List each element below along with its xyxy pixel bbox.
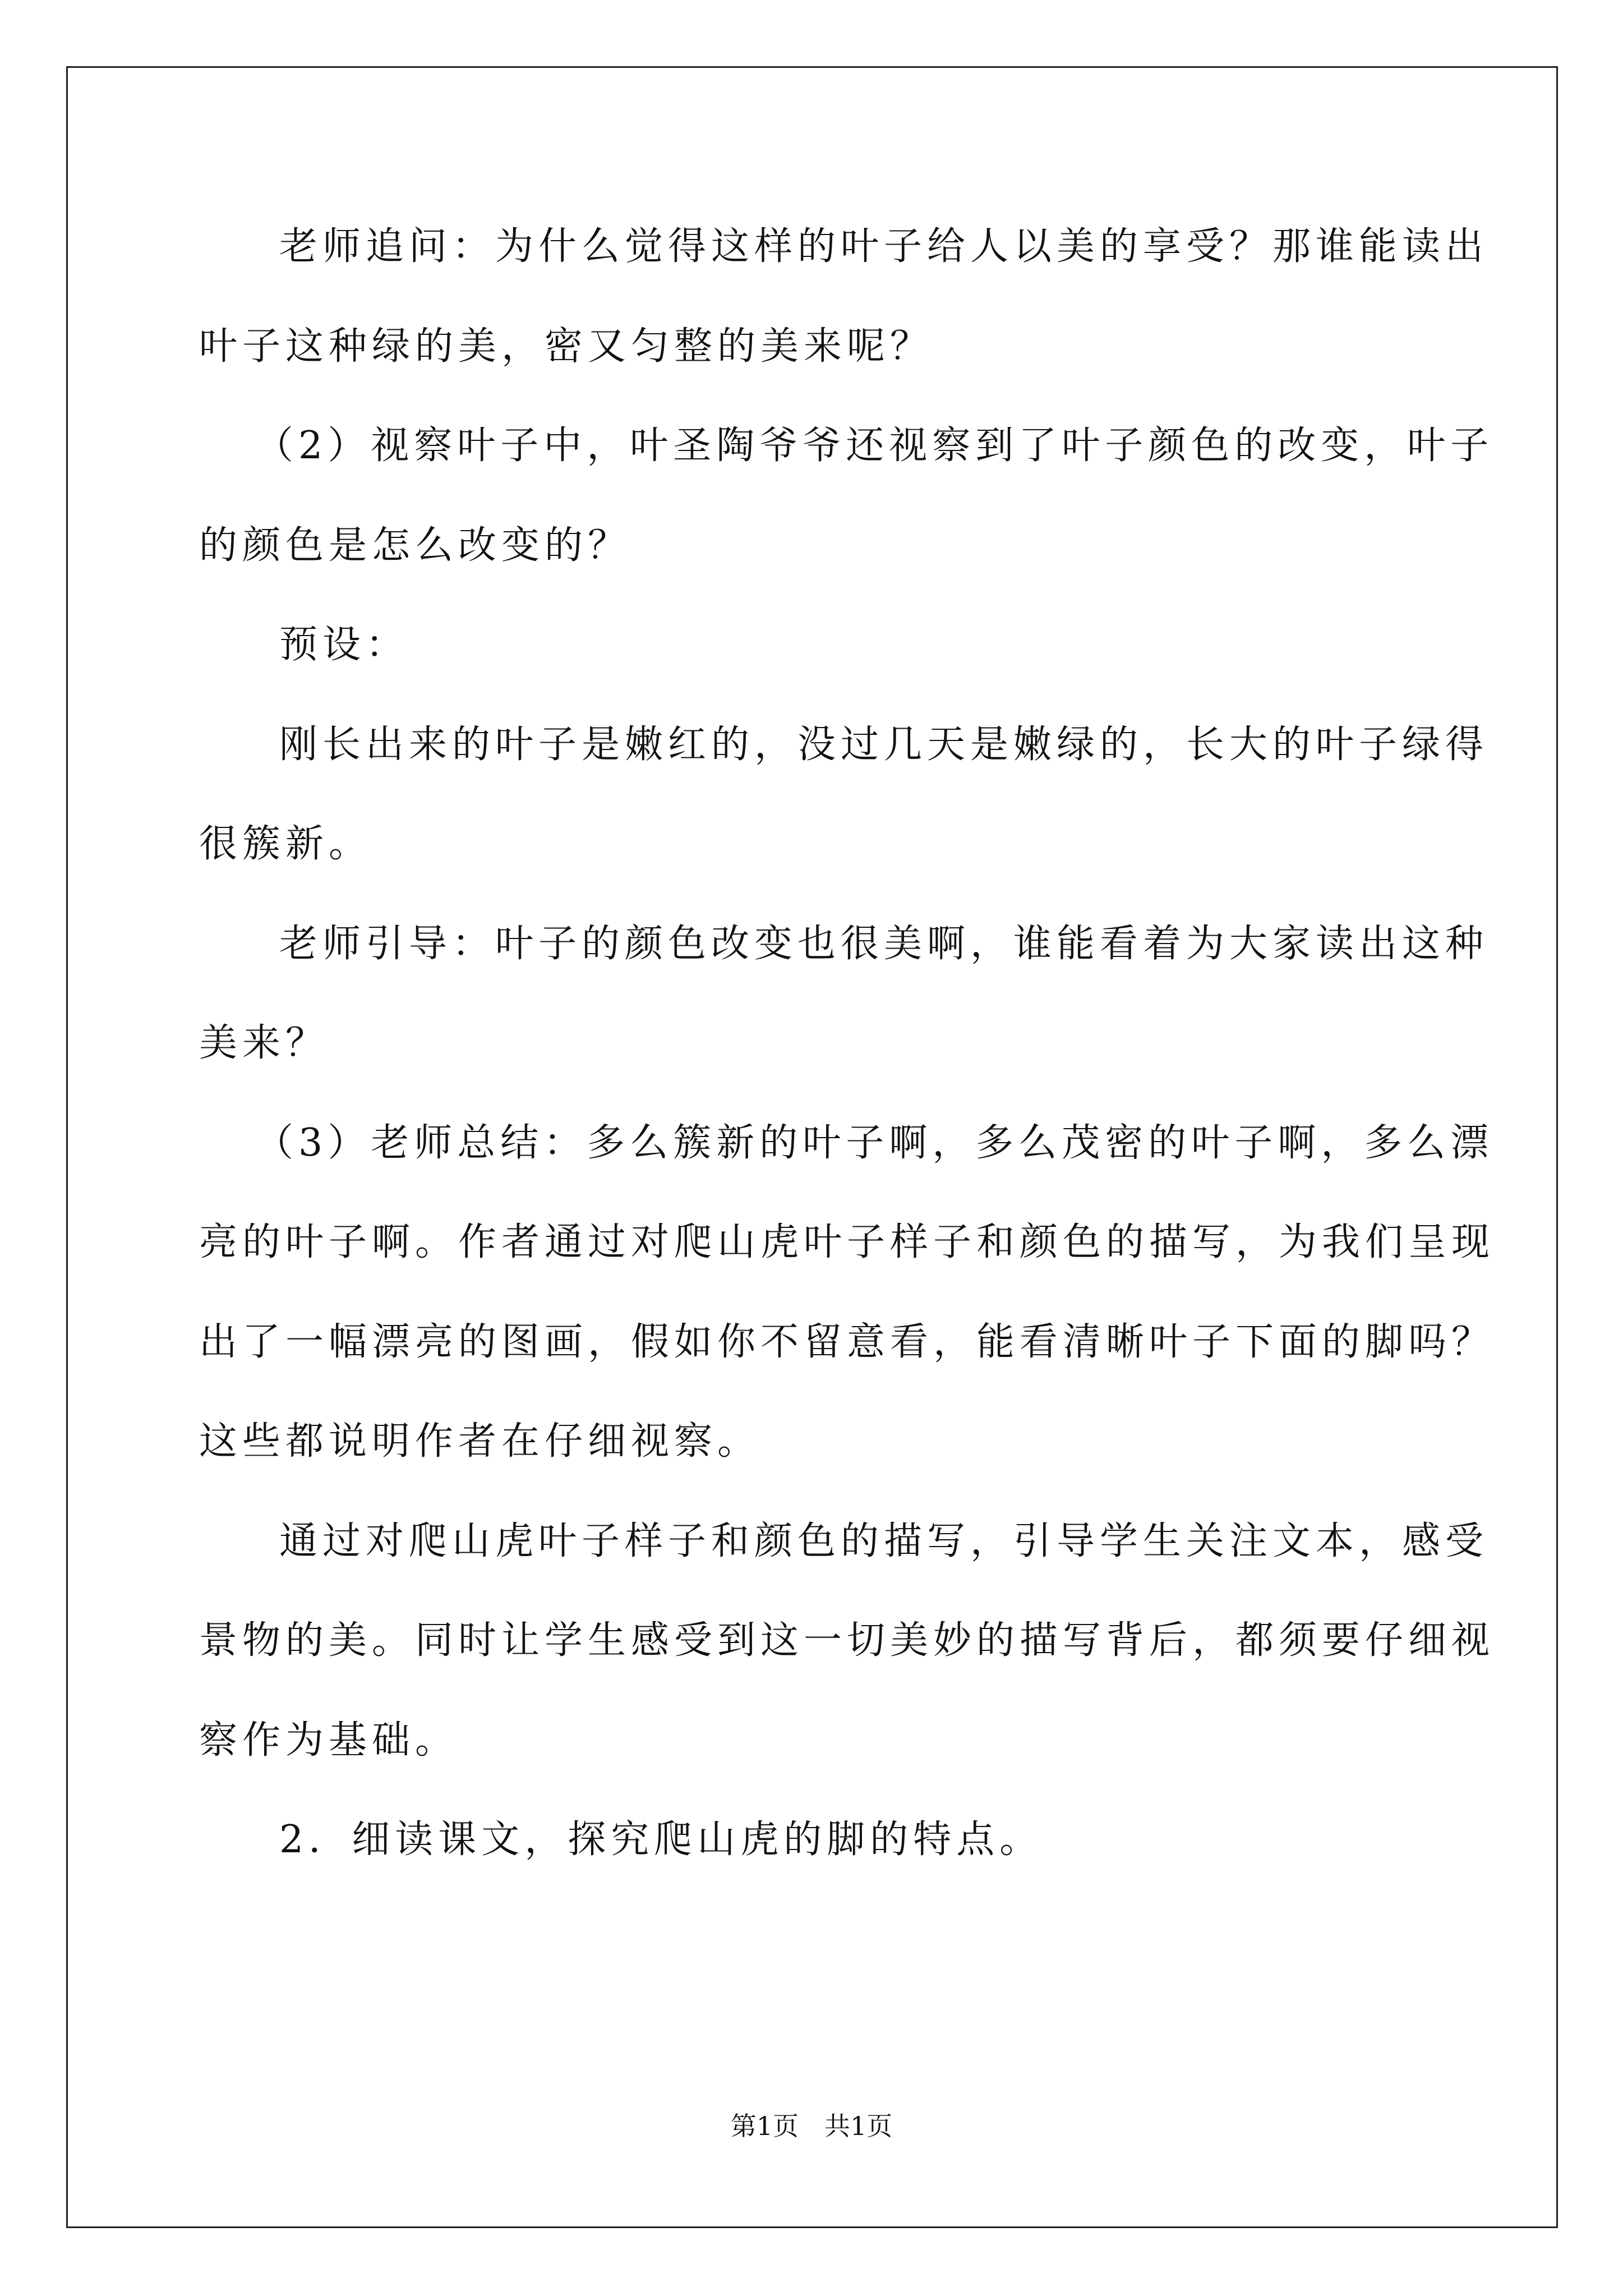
paragraph-line: 美来？ [199,1021,329,1065]
paragraph-line: 叶子这种绿的美，密又匀整的美来呢？ [199,324,934,369]
paragraph-line: 景物的美。同时让学生感受到这一切美妙的描写背后，都须要仔细视 [199,1618,1495,1663]
page-number-footer: 第1页 共1页 [730,2111,893,2141]
paragraph-line: 老师追问：为什么觉得这样的叶子给人以美的享受？那谁能读出 [279,224,1489,269]
paragraph-line: （2）视察叶子中，叶圣陶爷爷还视察到了叶子颜色的改变，叶子 [255,424,1494,468]
paragraph-line: （3）老师总结：多么簇新的叶子啊，多么茂密的叶子啊，多么漂 [255,1121,1494,1165]
paragraph-line: 很簇新。 [199,822,372,866]
paragraph-line: 2．细读课文，探究爬山虎的脚的特点。 [279,1818,1043,1862]
paragraph-line: 刚长出来的叶子是嫩红的，没过几天是嫩绿的，长大的叶子绿得 [279,723,1489,767]
paragraph-line: 出了一幅漂亮的图画，假如你不留意看，能看清晰叶子下面的脚吗？ [199,1320,1495,1364]
paragraph-line: 预设： [279,623,409,667]
paragraph-line: 这些都说明作者在仔细视察。 [199,1419,761,1464]
paragraph-line: 的颜色是怎么改变的？ [199,523,631,568]
paragraph-line: 察作为基础。 [199,1718,459,1763]
paragraph-line: 通过对爬山虎叶子样子和颜色的描写，引导学生关注文本，感受 [279,1519,1489,1563]
paragraph-line: 老师引导：叶子的颜色改变也很美啊，谁能看着为大家读出这种 [279,922,1489,966]
paragraph-line: 亮的叶子啊。作者通过对爬山虎叶子样子和颜色的描写，为我们呈现 [199,1220,1495,1264]
